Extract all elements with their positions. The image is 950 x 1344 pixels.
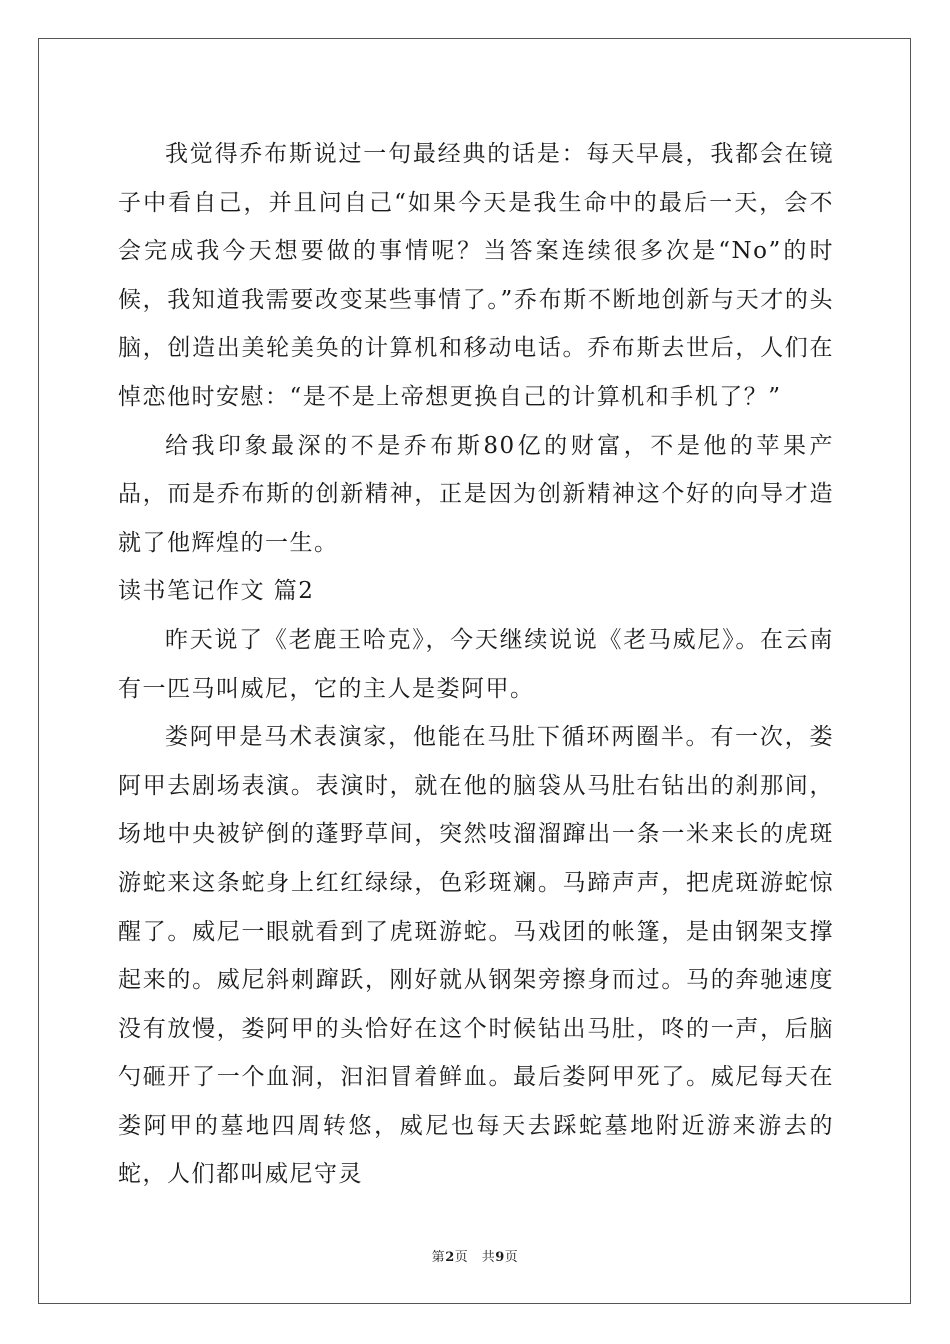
page-footer [0,1246,950,1265]
document-body [118,130,834,1199]
footer-page-total: 9 [495,1250,505,1265]
paragraph-old-horse-story: 娄阿甲是马术表演家，他能在马肚下循环两圈半。有一次，娄阿甲去剧场表演。表演时，就在他的脑袋从马肚右钻出的刹那间，场地中央被铲倒的蓬野草间，突然吱溜溜蹿出一条一米来长的虎斑游蛇来这条蛇身上红红绿绿，色彩斑斓。马蹄声声，把虎斑游蛇惊醒了。威尼一眼就看到了虎斑游蛇。马戏团的帐篷，是由钢架支撑起来的。威尼斜刺蹿跃，刚好就从钢架旁擦身而过。马的奔驰速度没有放慢，娄阿甲的头恰好在这个时候钻出马肚，咚的一声，后脑勺砸开了一个血洞，汩汩冒着鲜血。最后娄阿甲死了。威尼每天在娄阿甲的墓地四周转悠，威尼也每天去踩蛇墓地附近游来游去的蛇，人们都叫威尼守灵 [118,724,834,1188]
footer-page-current: 2 [445,1250,455,1265]
footer-page-mid: 页 共 [454,1250,496,1265]
footer-page-prefix: 第 [431,1250,446,1265]
footer-page-suffix: 页 [504,1250,519,1265]
paragraph-jobs-innovation: 给我印象最深的不是乔布斯80亿的财富，不是他的苹果产品，而是乔布斯的创新精神，正是因为创新精神这个好的向导才造就了他辉煌的一生。 [118,432,834,556]
paragraph-jobs-quote: 我觉得乔布斯说过一句最经典的话是：每天早晨，我都会在镜子中看自己，并且问自己“如果今天是我生命中的最后一天，会不会完成我今天想要做的事情呢？当答案连续很多次是“No”的时候，我知道我需要改变某些事情了。”乔布斯不断地创新与天才的头脑，创造出美轮美奂的计算机和移动电话。乔布斯去世后，人们在悼恋他时安慰：“是不是上帝想更换自己的计算机和手机了？” [118,141,834,410]
paragraph-old-horse-intro: 昨天说了《老鹿王哈克》，今天继续说说《老马威尼》。在云南有一匹马叫威尼，它的主人是娄阿甲。 [118,626,834,702]
section-heading: 读书笔记作文 篇2 [118,578,315,605]
